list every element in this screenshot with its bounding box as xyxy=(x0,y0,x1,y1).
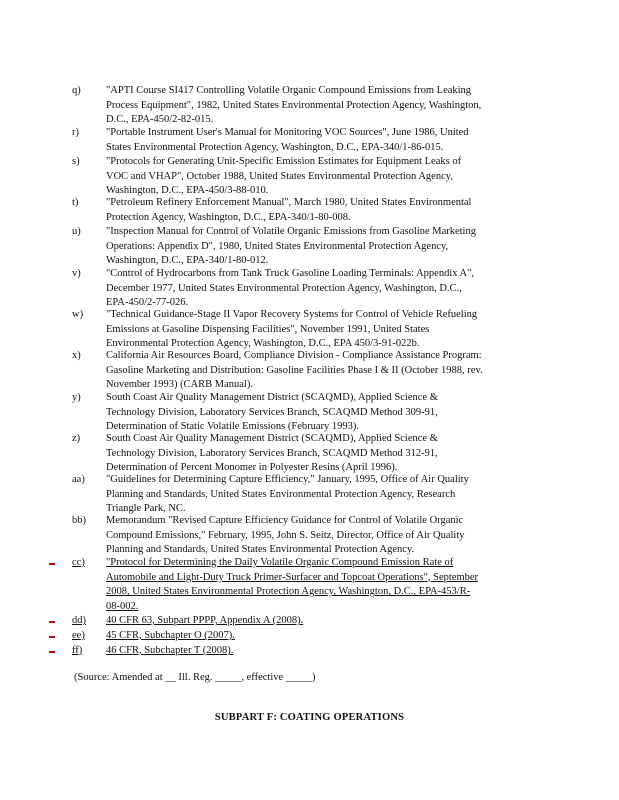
reference-line: South Coast Air Quality Management District (SCAQMD), Applied Science & xyxy=(106,433,438,444)
revision-mark xyxy=(49,651,55,653)
reference-line: November 1993) (CARB Manual). xyxy=(106,379,253,391)
reference-line: Washington, D.C., EPA-340/1-80-012. xyxy=(106,255,269,267)
reference-line: EPA-450/2-77-026. xyxy=(106,297,189,309)
reference-line: Technology Division, Laboratory Services Branch, SCAQMD Method 312-91, xyxy=(106,447,438,459)
reference-line: Memorandum "Revised Capture Efficiency Guidance for Control of Volatile Organic xyxy=(106,515,464,526)
reference-label: q) xyxy=(72,85,81,96)
reference-label: cc) xyxy=(72,557,85,568)
reference-line: "APTI Course SI417 Controlling Volatile Organic Compound Emissions from Leaking xyxy=(106,85,472,96)
reference-line: "Petroleum Refinery Enforcement Manual", March 1980, United States Environmental xyxy=(106,197,472,208)
reference-label: dd) xyxy=(72,615,86,626)
source-note: (Source: Amended at __ Ill. Reg. _____, effective _____) xyxy=(74,672,316,683)
reference-text xyxy=(106,155,552,199)
reference-label: s) xyxy=(72,156,80,167)
reference-label: y) xyxy=(72,392,81,403)
reference-label: t) xyxy=(72,197,79,208)
reference-line: Gasoline Marketing and Distribution: Gasoline Facilities Phase I & II (October 1988, rev. xyxy=(106,364,483,376)
reference-line: "Protocols for Generating Unit-Specific Emission Estimates for Equipment Leaks of xyxy=(106,156,462,167)
reference-line: South Coast Air Quality Management District (SCAQMD), Applied Science & xyxy=(106,392,438,403)
reference-line: Planning and Standards, United States Environmental Protection Agency, Research xyxy=(106,488,456,500)
reference-line: Triangle Park, NC. xyxy=(106,503,186,515)
reference-text xyxy=(106,126,552,155)
reference-line: 46 CFR, Subchapter T (2008). xyxy=(106,645,234,656)
reference-line: Washington, D.C., EPA-450/3-88-010. xyxy=(106,185,269,197)
reference-label: v) xyxy=(72,268,81,279)
reference-line: "Inspection Manual for Control of Volatile Organic Emissions from Gasoline Marketing xyxy=(106,226,476,237)
reference-line: Operations: Appendix D", 1980, United States Environmental Protection Agency, xyxy=(106,240,449,252)
reference-line: Determination of Static Volatile Emissions (February 1993). xyxy=(106,421,360,433)
reference-label: ee) xyxy=(72,630,85,641)
reference-line: VOC and VHAP", October 1988, United States Environmental Protection Agency, xyxy=(106,170,453,182)
reference-text xyxy=(106,556,552,614)
reference-text xyxy=(106,84,552,128)
reference-line: D.C., EPA-450/2-82-015. xyxy=(106,114,214,126)
revision-mark xyxy=(49,636,55,638)
reference-text xyxy=(106,629,552,644)
revision-mark xyxy=(49,621,55,623)
reference-line: 08-002. xyxy=(106,600,139,612)
reference-text xyxy=(106,225,552,269)
reference-line: Determination of Percent Monomer in Polyester Resins (April 1996). xyxy=(106,462,398,474)
reference-line: Environmental Protection Agency, Washington, D.C., EPA 450/3-91-022b. xyxy=(106,338,420,350)
reference-text xyxy=(106,349,552,393)
reference-label: x) xyxy=(72,350,81,361)
reference-text xyxy=(106,514,552,558)
reference-label: aa) xyxy=(72,474,85,485)
reference-label: w) xyxy=(72,309,84,320)
reference-text xyxy=(106,391,552,435)
reference-text xyxy=(106,432,552,476)
reference-label: z) xyxy=(72,433,81,444)
reference-text xyxy=(106,473,552,517)
reference-line: "Protocol for Determining the Daily Volatile Organic Compound Emission Rate of xyxy=(106,557,454,568)
reference-line: California Air Resources Board, Compliance Division - Compliance Assistance Program: xyxy=(106,350,482,361)
reference-line: December 1977, United States Environmental Protection Agency, Washington, D.C., xyxy=(106,282,462,294)
reference-line: States Environmental Protection Agency, Washington, D.C., EPA-340/1-86-015. xyxy=(106,141,444,153)
reference-line: Protection Agency, Washington, D.C., EPA-340/1-80-008. xyxy=(106,211,351,223)
reference-line: Planning and Standards, United States Environmental Protection Agency. xyxy=(106,544,415,556)
reference-line: Compound Emissions," February, 1995, John S. Seitz, Director, Office of Air Quality xyxy=(106,529,465,541)
subpart-heading: SUBPART F: COATING OPERATIONS xyxy=(214,712,405,723)
reference-line: 2008, United States Environmental Protection Agency, Washington, D.C., EPA-453/R- xyxy=(106,586,471,598)
reference-line: Process Equipment", 1982, United States Environmental Protection Agency, Washington, xyxy=(106,99,482,111)
reference-line: 45 CFR, Subchapter O (2007). xyxy=(106,630,235,641)
reference-label: u) xyxy=(72,226,81,237)
reference-label: ff) xyxy=(72,645,83,656)
reference-label: bb) xyxy=(72,515,86,526)
reference-line: "Technical Guidance-Stage II Vapor Recovery Systems for Control of Vehicle Refueling xyxy=(106,309,478,320)
reference-line: Emissions at Gasoline Dispensing Facilities", November 1991, United States xyxy=(106,323,430,335)
reference-text xyxy=(106,308,552,352)
reference-line: Automobile and Light-Duty Truck Primer-Surfacer and Topcoat Operations", September xyxy=(106,571,479,583)
reference-line: Technology Division, Laboratory Services Branch, SCAQMD Method 309-91, xyxy=(106,406,438,418)
reference-text xyxy=(106,644,552,659)
reference-label: r) xyxy=(72,127,79,138)
reference-line: "Control of Hydrocarbons from Tank Truck Gasoline Loading Terminals: Appendix A", xyxy=(106,268,475,279)
revision-mark xyxy=(49,563,55,565)
reference-text xyxy=(106,196,552,225)
reference-text xyxy=(106,267,552,311)
reference-line: 40 CFR 63, Subpart PPPP, Appendix A (2008). xyxy=(106,615,304,626)
reference-line: "Portable Instrument User's Manual for Monitoring VOC Sources", June 1986, United xyxy=(106,127,469,138)
reference-line: "Guidelines for Determining Capture Efficiency," January, 1995, Office of Air Quality xyxy=(106,474,469,485)
reference-text xyxy=(106,614,552,629)
